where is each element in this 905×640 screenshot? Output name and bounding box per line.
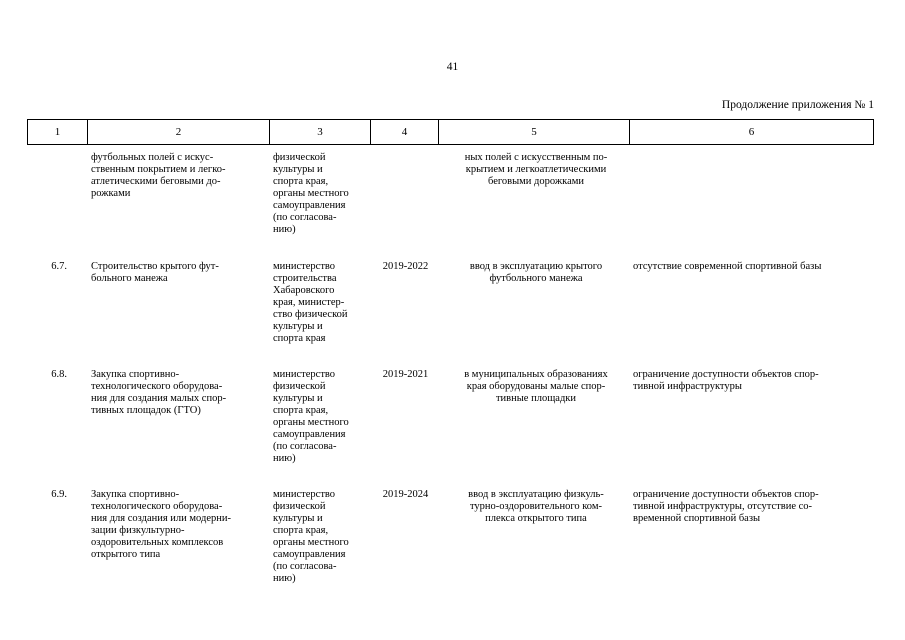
result-cell: ных полей с искусственным по- крытием и легкоатлетическими беговыми дорожками — [464, 152, 608, 187]
continuation-note: Продолжение приложения № 1 — [721, 99, 874, 111]
consequence-cell: ограничение доступности объектов спор- тивной инфраструктуры — [633, 369, 819, 392]
consequence-cell: отсутствие современной спортивной базы — [633, 261, 822, 272]
header-col-4: 4 — [371, 120, 439, 145]
measure-cell: Строительство крытого фут- больного манежа — [91, 261, 219, 284]
header-col-5: 5 — [439, 120, 630, 145]
executor-cell: министерство физической культуры и спорта края, органы местного самоуправления (по согласова- нию) — [273, 489, 349, 584]
executor-cell: физической культуры и спорта края, органы местного самоуправления (по согласова- нию) — [273, 152, 349, 235]
measure-cell: Закупка спортивно- технологического оборудова- ния для создания или модерни- зации физкультурно- оздоровительных комплексов открытого типа — [91, 489, 231, 560]
executor-cell: министерство физической культуры и спорта края, органы местного самоуправления (по согласова- нию) — [273, 369, 349, 464]
measure-cell: футбольных полей с искус- ственным покрытием и легко- атлетическими беговыми до- рожками — [91, 152, 226, 199]
measure-cell: Закупка спортивно- технологического оборудова- ния для создания малых спор- тивных площадок (ГТО) — [91, 369, 227, 416]
result-cell: в муниципальных образованиях края оборудованы малые спор- тивные площадки — [464, 369, 608, 404]
period-cell: 2019-2022 — [382, 261, 429, 272]
result-cell: ввод в эксплуатацию крытого футбольного манежа — [469, 261, 603, 284]
header-col-2: 2 — [88, 120, 270, 145]
header-col-6: 6 — [630, 120, 874, 145]
row-number: 6.7. — [51, 261, 67, 272]
header-col-1: 1 — [28, 120, 88, 145]
header-col-3: 3 — [270, 120, 371, 145]
page-number: 41 — [446, 61, 459, 73]
row-number: 6.8. — [51, 369, 67, 380]
row-number: 6.9. — [51, 489, 67, 500]
executor-cell: министерство строительства Хабаровского края, министер- ство физической культуры и спорта края — [273, 261, 348, 344]
period-cell: 2019-2024 — [382, 489, 429, 500]
consequence-cell: ограничение доступности объектов спор- тивной инфраструктуры, отсутствие со- временной спортивной базы — [633, 489, 819, 524]
table-header — [27, 119, 874, 145]
result-cell: ввод в эксплуатацию физкуль- турно-оздоровительного ком- плекса открытого типа — [468, 489, 604, 524]
period-cell: 2019-2021 — [382, 369, 429, 380]
